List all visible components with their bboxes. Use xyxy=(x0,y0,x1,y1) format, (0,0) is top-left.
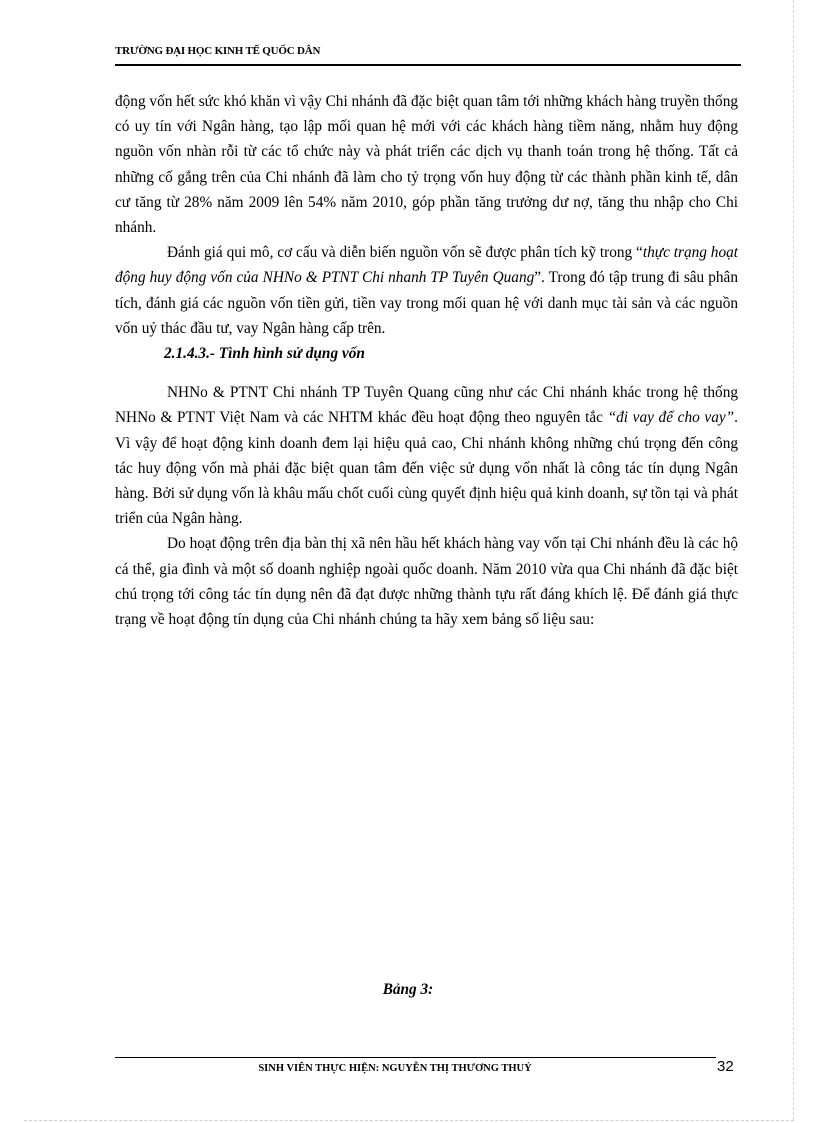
paragraph-3-quote: “đi vay để cho vay” xyxy=(607,409,735,427)
table-caption: Bảng 3: xyxy=(382,981,434,998)
page-number: 32 xyxy=(717,1058,734,1075)
footer-divider xyxy=(115,1057,716,1058)
paragraph-2-quote: thực trạng hoạt động huy động vốn của NHNo & PTNT Chi nhanh TP Tuyên Quang xyxy=(115,244,738,287)
paragraph-2 xyxy=(115,240,738,341)
page-right-edge xyxy=(793,0,794,1120)
paragraph-3-end: . Vì vậy để hoạt động kinh doanh đem lại hiệu quả cao, Chi nhánh không những chú trọng đến công tác huy động vốn mà phải đặc biệt quan tâm đến việc sử dụng vốn nhất là công tác tín dụng Ngân hàng. Bởi sử dụng vốn là khâu mấu chốt cuối cùng quyết định hiệu quả kinh doanh, sự tồn tại và phát triển của Ngân hàng. xyxy=(115,409,738,528)
paragraph-3 xyxy=(115,380,738,531)
document-body xyxy=(115,89,738,632)
paragraph-1: động vốn hết sức khó khăn vì vậy Chi nhánh đã đặc biệt quan tâm tới những khách hàng truyền thống có uy tín với Ngân hàng, tạo lập mối quan hệ mới với các khách hàng tiềm năng, nhằm huy động nguồn vốn nhàn rỗi từ các tổ chức này và phát triển các dịch vụ thanh toán trong hệ thống. Tất cả những cố gắng trên của Chi nhánh đã làm cho tỷ trọng vốn huy động từ các thành phần kinh tế, dân cư tăng từ 28% năm 2009 lên 54% năm 2010, góp phần tăng trưởng dư nợ, tăng thu nhập cho Chi nhánh. xyxy=(115,93,738,237)
paragraph-2-start: Đánh giá qui mô, cơ cấu và diễn biến nguồn vốn sẽ được phân tích kỹ trong “ xyxy=(167,244,643,262)
section-heading: 2.1.4.3.- Tình hình sử dụng vốn xyxy=(164,345,365,363)
running-footer: SINH VIÊN THỰC HIỆN: NGUYỄN THỊ THƯƠNG THUỶ xyxy=(258,1063,532,1074)
paragraph-3-start: NHNo & PTNT Chi nhánh TP Tuyên Quang cũng như các Chi nhánh khác trong hệ thống NHNo & PTNT Việt Nam và các NHTM khác đều hoạt động theo nguyên tắc xyxy=(115,384,738,427)
paragraph-4: Do hoạt động trên địa bàn thị xã nên hầu hết khách hàng vay vốn tại Chi nhánh đều là các hộ cá thể, gia đình và một số doanh nghiệp ngoài quốc doanh. Năm 2010 vừa qua Chi nhánh đã đặc biệt chú trọng tới công tác tín dụng nên đã đạt được những thành tựu rất đáng khích lệ. Để đánh giá thực trạng về hoạt động tín dụng của Chi nhánh chúng ta hãy xem bảng số liệu sau: xyxy=(115,535,738,629)
page-bottom-edge xyxy=(24,1120,794,1121)
header-divider xyxy=(115,64,741,66)
running-header: TRƯỜNG ĐẠI HỌC KINH TẾ QUỐC DÂN xyxy=(115,45,321,57)
paragraph-2-end: ”. Trong đó tập trung đi sâu phân tích, đánh giá các nguồn vốn tiền gửi, tiền vay trong mối quan hệ với danh mục tài sản và các nguồn vốn uỷ thác đầu tư, vay Ngân hàng cấp trên. xyxy=(115,269,738,337)
